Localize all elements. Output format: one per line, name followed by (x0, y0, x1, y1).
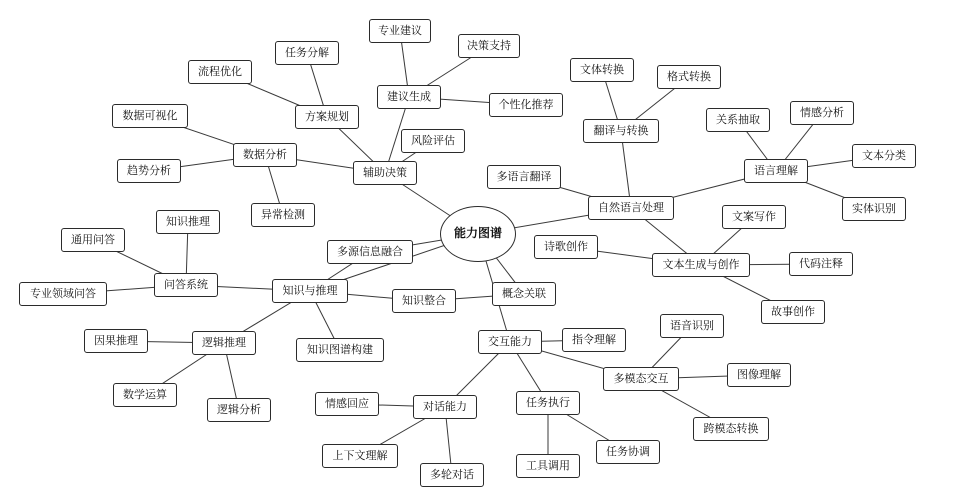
mindmap-node[interactable] (744, 159, 808, 183)
node-label: 方案规划 (305, 109, 349, 123)
mindmap-node[interactable] (516, 391, 580, 415)
mindmap-node[interactable] (562, 328, 626, 352)
mindmap-node[interactable] (113, 383, 177, 407)
mindmap-node[interactable] (401, 129, 465, 153)
node-label: 数学运算 (123, 387, 167, 401)
node-label: 多轮对话 (430, 467, 474, 481)
node-label: 趋势分析 (127, 163, 171, 177)
node-label: 文本生成与创作 (662, 257, 740, 271)
node-label: 任务执行 (526, 395, 570, 409)
node-label: 风险评估 (411, 133, 455, 147)
mindmap-node[interactable] (492, 282, 556, 306)
node-label: 专业领域问答 (30, 286, 96, 300)
mindmap-node[interactable] (603, 367, 679, 391)
node-label: 多模态交互 (613, 371, 669, 385)
mindmap-node[interactable] (583, 119, 659, 143)
node-label: 知识整合 (402, 293, 446, 307)
node-label: 多语言翻译 (496, 169, 552, 183)
mindmap-node[interactable] (570, 58, 634, 82)
node-label: 通用问答 (71, 232, 115, 246)
node-label: 数据可视化 (122, 108, 178, 122)
mindmap-node[interactable] (295, 105, 359, 129)
mindmap-node[interactable] (657, 65, 721, 89)
node-label: 上下文理解 (332, 448, 388, 462)
node-label: 文体转换 (580, 62, 624, 76)
node-label: 格式转换 (667, 69, 711, 83)
node-label: 概念关联 (502, 286, 546, 300)
node-label: 建议生成 (387, 89, 431, 103)
node-label: 实体识别 (852, 201, 896, 215)
mindmap-node[interactable] (413, 395, 477, 419)
mindmap-node[interactable] (327, 240, 413, 264)
node-label: 任务协调 (606, 444, 650, 458)
mindmap-node[interactable] (275, 41, 339, 65)
mindmap-node[interactable] (233, 143, 297, 167)
mindmap-node[interactable] (112, 104, 188, 128)
mindmap-node[interactable] (693, 417, 769, 441)
node-label: 数据分析 (243, 147, 287, 161)
node-label: 语言理解 (754, 163, 798, 177)
mindmap-node[interactable] (588, 196, 674, 220)
mindmap-node[interactable] (420, 463, 484, 487)
node-label: 辅助决策 (363, 165, 407, 179)
node-label: 跨模态转换 (703, 421, 759, 435)
mindmap-node[interactable] (117, 159, 181, 183)
node-label: 关系抽取 (716, 112, 760, 126)
mindmap-node[interactable] (487, 165, 561, 189)
mindmap-node[interactable] (706, 108, 770, 132)
mindmap-node[interactable] (377, 85, 441, 109)
mindmap-node[interactable] (596, 440, 660, 464)
node-label: 故事创作 (771, 304, 815, 318)
mindmap-node[interactable] (392, 289, 456, 313)
mindmap-node[interactable] (534, 235, 598, 259)
mindmap-node[interactable] (722, 205, 786, 229)
mindmap-node[interactable] (296, 338, 384, 362)
mindmap-node[interactable] (84, 329, 148, 353)
mindmap-node[interactable] (369, 19, 431, 43)
node-label: 工具调用 (526, 458, 570, 472)
node-label: 文案写作 (732, 209, 776, 223)
node-label: 问答系统 (164, 277, 208, 291)
node-label: 指令理解 (572, 332, 616, 346)
mindmap-node[interactable] (727, 363, 791, 387)
mindmap-node[interactable] (315, 392, 379, 416)
node-label: 逻辑分析 (217, 402, 261, 416)
mindmap-node[interactable] (192, 331, 256, 355)
node-label: 文本分类 (862, 148, 906, 162)
node-label: 知识与推理 (282, 283, 338, 297)
node-label: 知识推理 (166, 214, 210, 228)
node-label: 异常检测 (261, 207, 305, 221)
node-label: 翻译与转换 (593, 123, 649, 137)
mindmap-node[interactable] (660, 314, 724, 338)
node-label: 情感分析 (800, 105, 844, 119)
mindmap-node[interactable] (61, 228, 125, 252)
node-label: 语音识别 (670, 318, 714, 332)
mindmap-node[interactable] (353, 161, 417, 185)
node-label: 多源信息融合 (337, 244, 403, 258)
node-label: 知识图谱构建 (307, 342, 373, 356)
node-label: 逻辑推理 (202, 335, 246, 349)
mindmap-node[interactable] (322, 444, 398, 468)
node-label: 因果推理 (94, 333, 138, 347)
node-label: 任务分解 (285, 45, 329, 59)
mindmap-node[interactable] (458, 34, 520, 58)
mindmap-node[interactable] (272, 279, 348, 303)
node-label: 诗歌创作 (544, 239, 588, 253)
mindmap-node[interactable] (19, 282, 107, 306)
mindmap-node[interactable] (251, 203, 315, 227)
node-label: 流程优化 (198, 64, 242, 78)
node-label: 决策支持 (467, 38, 511, 52)
node-label: 代码注释 (799, 256, 843, 270)
mindmap-node[interactable] (652, 253, 750, 277)
mindmap-node[interactable] (842, 197, 906, 221)
mindmap-node[interactable] (789, 252, 853, 276)
mindmap-node[interactable] (516, 454, 580, 478)
node-label: 对话能力 (423, 399, 467, 413)
node-label: 图像理解 (737, 367, 781, 381)
mindmap-node[interactable] (188, 60, 252, 84)
mindmap-node[interactable] (207, 398, 271, 422)
mindmap-node[interactable] (489, 93, 563, 117)
node-label: 情感回应 (325, 396, 369, 410)
mindmap-node[interactable] (154, 273, 218, 297)
mindmap-node[interactable] (790, 101, 854, 125)
mindmap-node[interactable] (761, 300, 825, 324)
node-label: 个性化推荐 (498, 97, 554, 111)
center-node[interactable] (440, 206, 516, 262)
mindmap-node[interactable] (852, 144, 916, 168)
node-label: 自然语言处理 (598, 200, 664, 214)
mindmap-node[interactable] (478, 330, 542, 354)
node-label: 交互能力 (488, 334, 532, 348)
node-label: 能力图谱 (453, 226, 502, 241)
mindmap-node[interactable] (156, 210, 220, 234)
node-label: 专业建议 (378, 23, 422, 37)
